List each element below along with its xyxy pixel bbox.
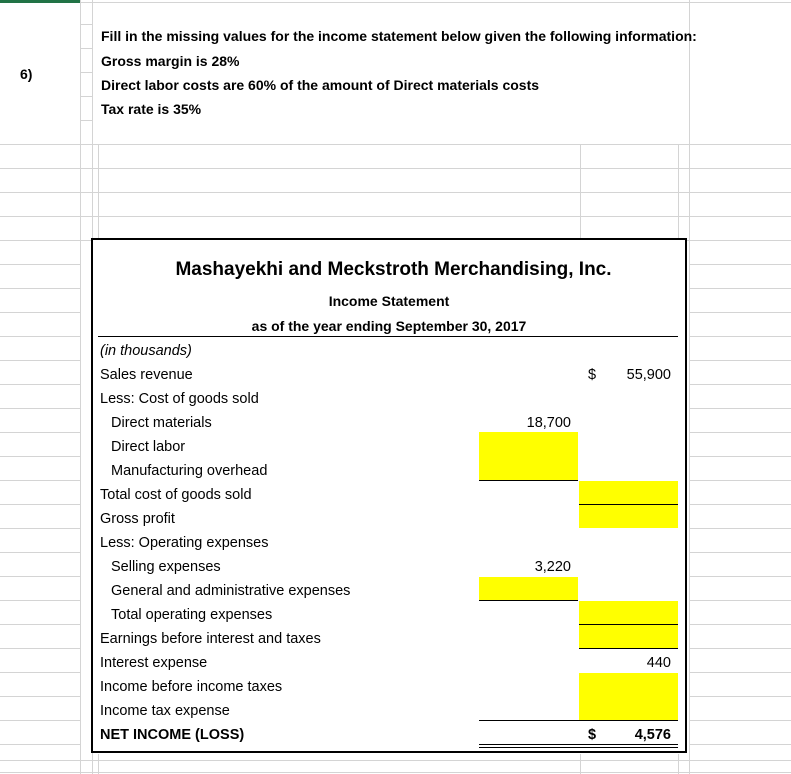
- opex-subtotal-rule: [479, 600, 578, 601]
- label-selling-expenses: Selling expenses: [111, 559, 221, 575]
- net-income-double-rule-bottom: [479, 747, 678, 748]
- label-gross-profit: Gross profit: [100, 511, 175, 527]
- value-net-income: 4,576: [634, 727, 671, 743]
- value-selling-expenses: 3,220: [534, 559, 571, 575]
- company-name: Mashayekhi and Meckstroth Merchandising, Inc.: [175, 259, 612, 280]
- statement-title: Income Statement: [328, 293, 450, 309]
- question-number: 6): [20, 66, 33, 82]
- question-line-1: Fill in the missing values for the income statement below given the following information:: [101, 28, 697, 44]
- net-income-double-rule-top: [479, 744, 678, 745]
- currency-symbol-net-income: $: [588, 727, 597, 743]
- label-manufacturing-overhead: Manufacturing overhead: [111, 463, 268, 479]
- unit-note: (in thousands): [100, 343, 192, 359]
- question-line-3: Direct labor costs are 60% of the amount of Direct materials costs: [101, 77, 540, 93]
- tax-rule: [479, 720, 678, 721]
- label-direct-materials: Direct materials: [111, 415, 212, 431]
- answer-cell-income-before-tax-and-tax[interactable]: [579, 673, 678, 720]
- value-interest-expense: 440: [646, 655, 671, 671]
- label-net-income: NET INCOME (LOSS): [100, 727, 245, 743]
- label-interest-expense: Interest expense: [100, 655, 208, 671]
- label-income-before-taxes: Income before income taxes: [100, 679, 283, 695]
- label-total-opex: Total operating expenses: [111, 607, 273, 623]
- label-less-opex: Less: Operating expenses: [100, 535, 269, 551]
- label-g-and-a: General and administrative expenses: [111, 583, 351, 599]
- selected-cell-indicator: [0, 0, 80, 3]
- label-sales-revenue: Sales revenue: [100, 367, 193, 383]
- question-line-4: Tax rate is 35%: [101, 101, 202, 117]
- currency-symbol-sales: $: [588, 367, 597, 383]
- label-ebit: Earnings before interest and taxes: [100, 631, 321, 647]
- label-total-cogs: Total cost of goods sold: [100, 487, 252, 503]
- label-income-tax-expense: Income tax expense: [100, 703, 230, 719]
- value-sales-revenue: 55,900: [626, 367, 671, 383]
- ebit-rule: [579, 624, 678, 625]
- interest-rule: [579, 648, 678, 649]
- header-rule: [98, 336, 678, 337]
- cogs-subtotal-rule: [479, 480, 578, 481]
- answer-cell-direct-labor-overhead[interactable]: [479, 432, 578, 480]
- statement-period: as of the year ending September 30, 2017: [251, 318, 527, 334]
- answer-cell-g-and-a[interactable]: [479, 577, 578, 600]
- label-direct-labor: Direct labor: [111, 439, 186, 455]
- value-direct-materials: 18,700: [526, 415, 571, 431]
- label-less-cogs: Less: Cost of goods sold: [100, 391, 259, 407]
- question-line-2: Gross margin is 28%: [101, 53, 240, 69]
- gross-profit-rule: [579, 504, 678, 505]
